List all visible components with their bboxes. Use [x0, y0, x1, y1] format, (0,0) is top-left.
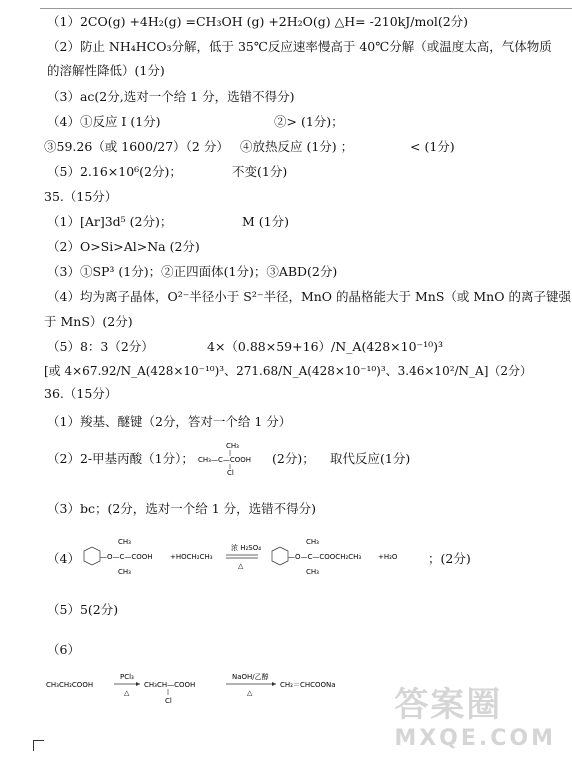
q4-right-main: —O—C—COOCH₂CH₃ [288, 553, 362, 561]
q4-reagent: +HOCH₂CH₃ [170, 553, 213, 561]
s36-q5: （5）5(2分) [47, 602, 119, 617]
s35-q5-b: 4×（0.88×59+16）/N_A(428×10⁻¹⁰)³ [207, 339, 444, 354]
q4-left-ch3-bot: CH₃ [118, 568, 131, 576]
q6-arrowhead-2 [272, 682, 276, 686]
watermark [394, 677, 556, 751]
s35-q1-b: M (1分) [242, 214, 289, 229]
q2-ch3-top: CH₃ [226, 442, 239, 450]
q4-right-ch3-top: CH₃ [306, 538, 319, 546]
q6-condition-2: NaOH/乙醇 [232, 673, 269, 681]
s36-q6-label: （6） [47, 642, 80, 657]
q4-part-5: < (1分) [410, 139, 455, 154]
page-corner-mark [33, 740, 44, 751]
q3-line: （3）ac(2分,选对一个给 1 分，选错不得分) [47, 89, 295, 104]
s35-q1-a: （1）[Ar]3d⁵ (2分)； [47, 214, 173, 229]
q4-heat: △ [238, 562, 244, 570]
q4-part-1: （4）①反应 I (1分) [47, 114, 161, 129]
q4-part-4: ④放热反应 (1分) ； [240, 139, 354, 154]
q2-structure [196, 440, 271, 476]
q6-arrowhead-1 [136, 682, 140, 686]
q6-intermediate: CH₃CH—COOH [144, 681, 196, 689]
section-35-title: 35.（15分） [44, 189, 118, 204]
s35-q2: （2）O>Si>Al>Na (2分) [47, 239, 200, 254]
q5-part-2: 不变(1分) [232, 164, 288, 179]
q2-line-a: （2）防止 NH₄HCO₃分解，低于 35℃反应速率慢高于 40℃分解（或温度太高，气体物质 [47, 39, 552, 54]
s35-q5-a: （5）8：3（2分） [47, 339, 154, 354]
q4-condition: 浓 H₂SO₄ [231, 544, 262, 552]
q4-part-3: ③59.26（或 1600/27）（2 分） [44, 139, 229, 154]
s36-q2-b: (2分)； [272, 451, 315, 466]
s35-q3: （3）①SP³ (1分)；②正四面体(1分)；③ABD(2分) [47, 264, 338, 279]
q1-line: （1）2CO(g) +4H₂(g) =CH₃OH (g) +2H₂O(g) △H= -210kJ/mol(2分) [47, 14, 469, 29]
s35-q4-b: 于 MnS）(2分) [44, 314, 133, 329]
q6-synthesis-route [44, 670, 384, 706]
s36-q2-c: 取代反应(1分) [330, 451, 411, 466]
q4-left-main: —O—C—COOH [100, 553, 153, 561]
q4-part-2: ②> (1分)； [274, 114, 344, 129]
s36-q2-a: （2）2-甲基丙酸（1分）； [47, 451, 194, 466]
s36-q4-label: （4） [47, 551, 80, 566]
s36-q4-points: ；(2分) [428, 551, 471, 566]
benzene-ring-right [272, 547, 288, 565]
q2-main: CH₃—C—COOH [198, 456, 252, 464]
watermark-top: 答案圈 [394, 685, 503, 725]
q6-heat-2: △ [247, 689, 253, 697]
q6-intermediate-cl: Cl [165, 697, 172, 705]
s36-q1: （1）羧基、醚键（2分，答对一个给 1 分） [47, 414, 292, 429]
q5-part-1: （5）2.16×10⁶(2分)； [47, 164, 182, 179]
q2-line-b: 的溶解性降低）(1分) [47, 63, 165, 78]
section-36-title: 36.（15分） [44, 386, 118, 401]
q6-heat-1: △ [124, 689, 130, 697]
q4-water: +H₂O [378, 553, 398, 561]
q4-right-ch3-bot: CH₃ [306, 568, 319, 576]
top-rule [40, 8, 572, 9]
benzene-ring-left [84, 547, 100, 565]
q2-cl: Cl [227, 469, 234, 476]
s35-q5-c: [或 4×67.92/N_A(428×10⁻¹⁰)³、271.68/N_A(428×10⁻¹⁰)³、3.46×10²/N_A]（2分） [44, 364, 533, 378]
q4-left-ch3-top: CH₃ [118, 538, 131, 546]
q6-end: CH₂＝CHCOONa [280, 681, 336, 689]
s36-q3: （3）bc；(2分，选对一个给 1 分，选错不得分) [47, 501, 317, 516]
watermark-bottom: MXQE.COM [394, 726, 556, 751]
s35-q4-a: （4）均为离子晶体，O²⁻半径小于 S²⁻半径，MnO 的晶格能大于 MnS（或 MnO 的离子键强 [47, 289, 571, 304]
q6-start: CH₃CH₂COOH [46, 681, 94, 689]
q4-esterification-equation [78, 536, 428, 582]
q6-condition-1: PCl₃ [120, 673, 134, 681]
